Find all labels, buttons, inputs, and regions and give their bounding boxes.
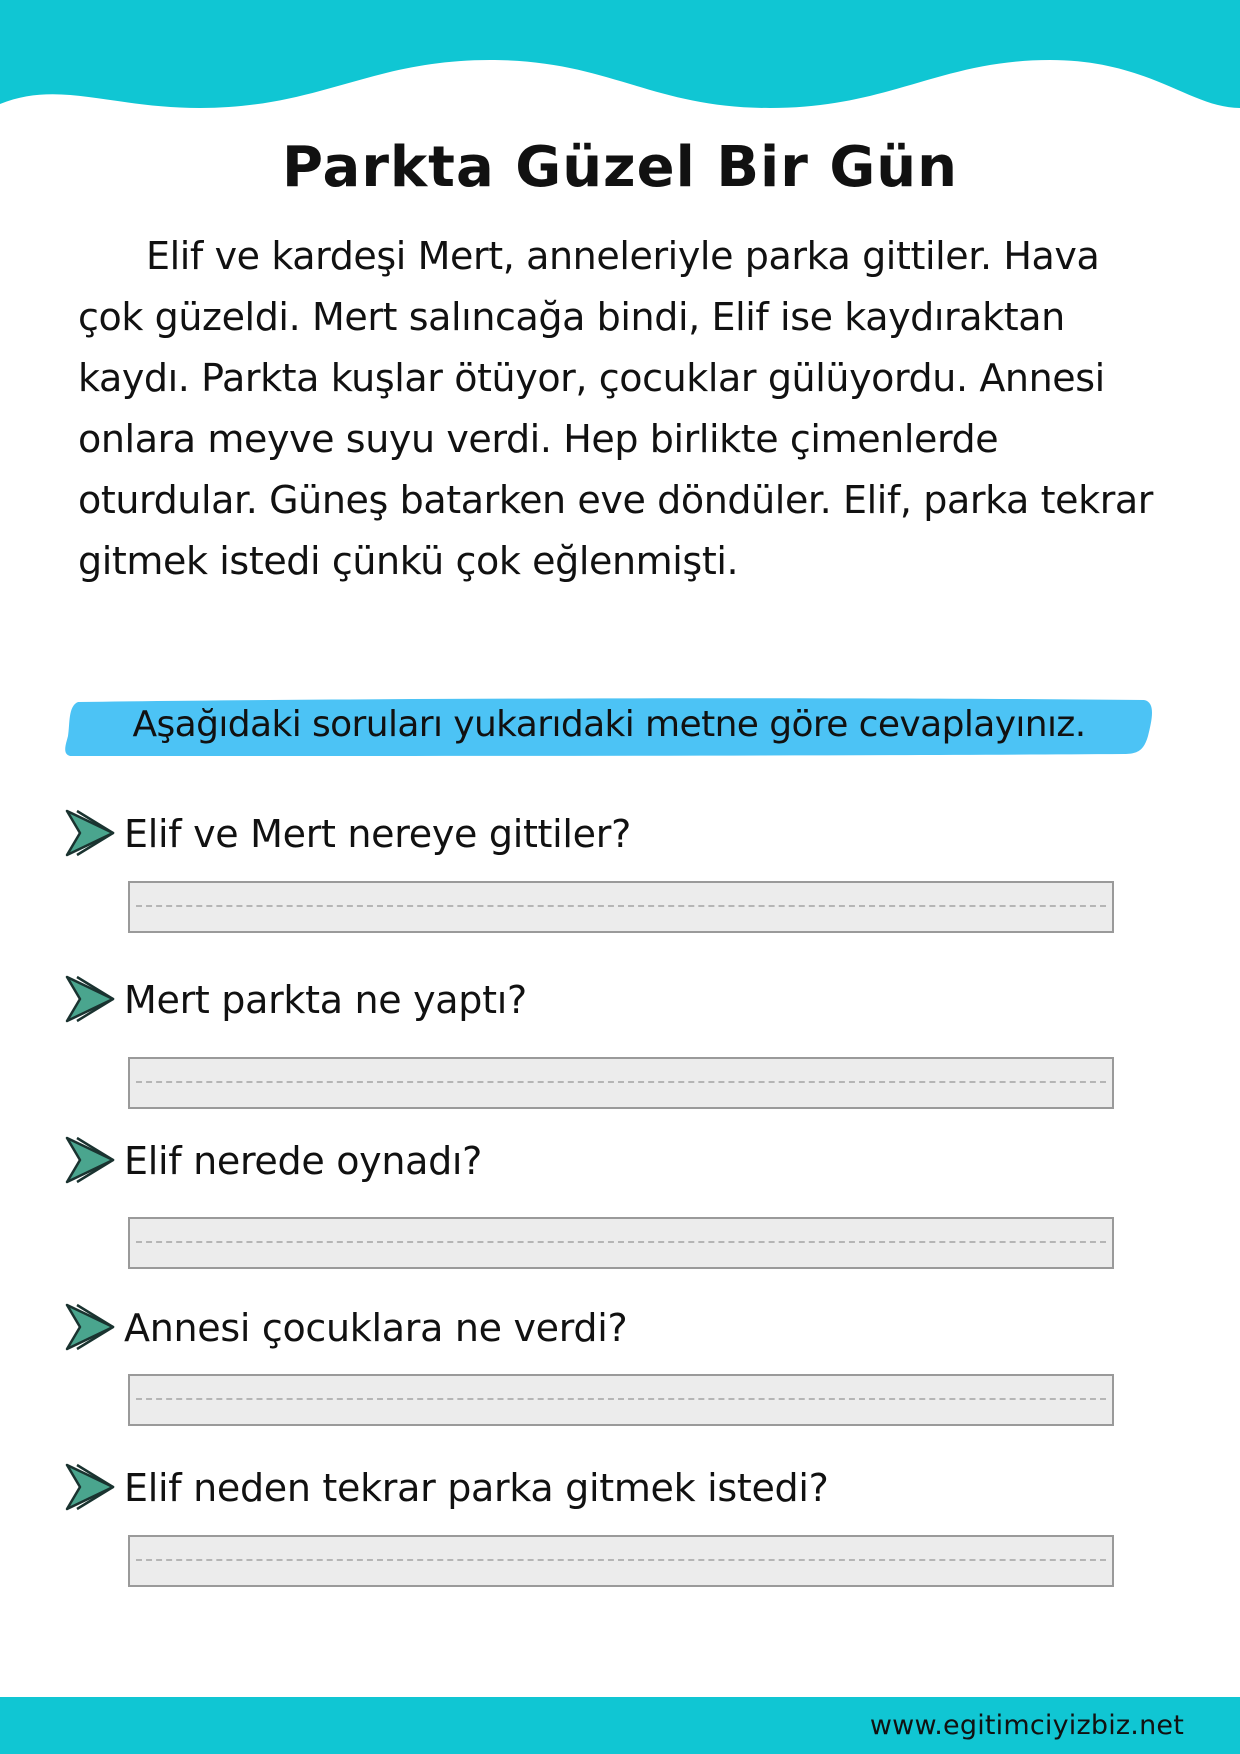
question-2 [64, 971, 1124, 1031]
header-wave [0, 0, 1240, 112]
question-text: Elif neden tekrar parka gitmek istedi? [124, 1466, 829, 1510]
question-text: Elif nerede oynadı? [124, 1139, 483, 1183]
answer-field-4[interactable] [128, 1374, 1114, 1426]
chevron-arrow-icon [64, 1301, 116, 1353]
question-text: Elif ve Mert nereye gittiler? [124, 812, 631, 856]
question-3 [64, 1132, 1124, 1192]
website-link[interactable]: www.egitimciyizbiz.net [869, 1710, 1184, 1741]
answer-field-1[interactable] [128, 881, 1114, 933]
question-5 [64, 1459, 1124, 1519]
reading-passage: Elif ve kardeşi Mert, anneleriyle parka gittiler. Hava çok güzeldi. Mert salıncağa bindi, Elif ise kaydıraktan kaydı. Parkta kuşlar ötüyor, çocuklar gülüyordu. Annesi onlara meyve suyu verdi. Hep birlikte çimenlerde oturdular. Güneş batarken eve döndüler. Elif, parka tekrar gitmek istedi çünkü çok eğlenmişti. [78, 234, 1154, 583]
chevron-arrow-icon [64, 1134, 116, 1186]
answer-field-3[interactable] [128, 1217, 1114, 1269]
writing-guide-line [136, 1559, 1106, 1561]
question-text: Mert parkta ne yaptı? [124, 978, 527, 1022]
instruction-text: Aşağıdaki soruları yukarıdaki metne göre cevaplayınız. [132, 704, 1086, 745]
worksheet-title: Parkta Güzel Bir Gün [281, 135, 959, 200]
writing-guide-line [136, 1241, 1106, 1243]
writing-guide-line [136, 1081, 1106, 1083]
question-1 [64, 805, 1124, 865]
chevron-arrow-icon [64, 973, 116, 1025]
answer-field-2[interactable] [128, 1057, 1114, 1109]
chevron-arrow-icon [64, 807, 116, 859]
writing-guide-line [136, 905, 1106, 907]
question-4 [64, 1299, 1124, 1359]
answer-field-5[interactable] [128, 1535, 1114, 1587]
question-text: Annesi çocuklara ne verdi? [124, 1306, 628, 1350]
instruction-banner [64, 696, 1154, 758]
chevron-arrow-icon [64, 1461, 116, 1513]
footer-bar [0, 1697, 1240, 1754]
writing-guide-line [136, 1398, 1106, 1400]
